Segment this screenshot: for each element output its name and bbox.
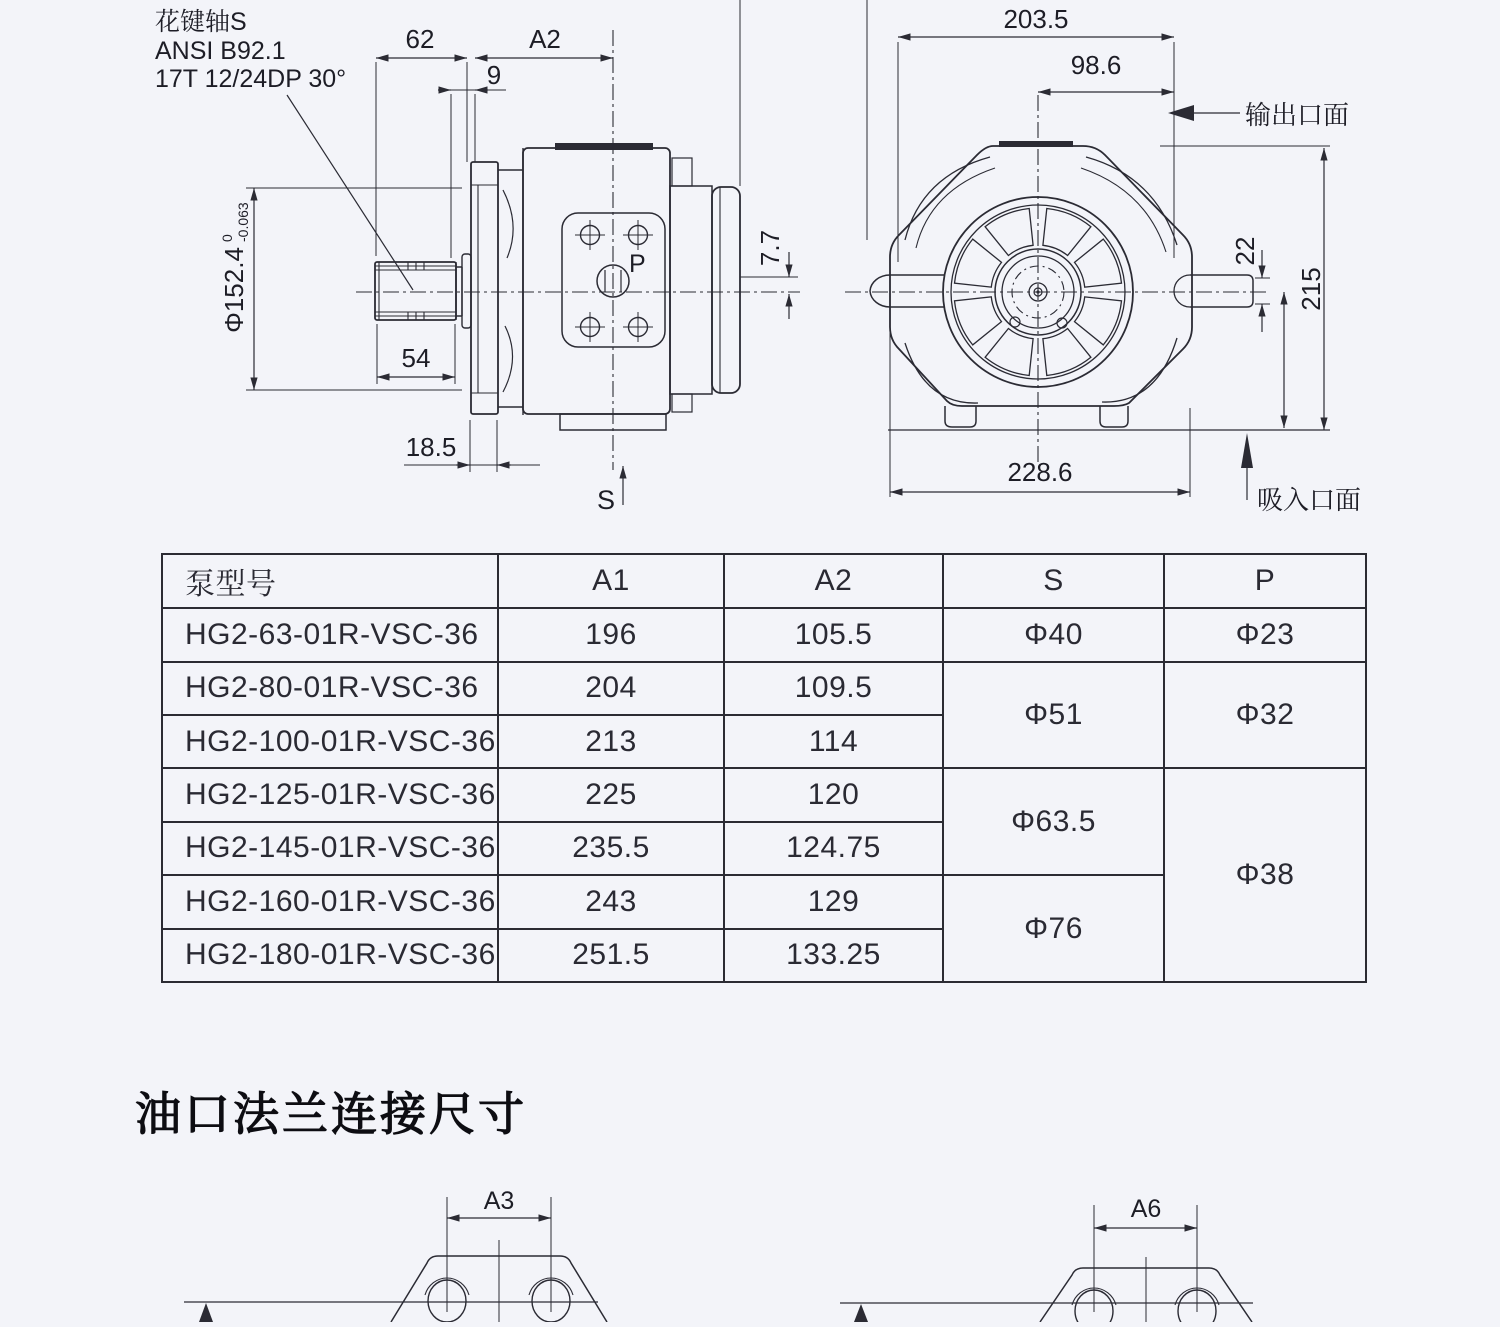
cell-model: HG2-125-01R-VSC-36 bbox=[162, 768, 498, 821]
spline-note-line3: 17T 12/24DP 30° bbox=[155, 65, 347, 93]
col-header-p: P bbox=[1164, 554, 1366, 608]
cell-s: Φ51 bbox=[943, 662, 1164, 769]
cell-s: Φ76 bbox=[943, 875, 1164, 982]
cell-a1: 235.5 bbox=[498, 822, 724, 875]
dim-98-6: 98.6 bbox=[1070, 50, 1122, 80]
outlet-face-label: 输出口面 bbox=[1245, 100, 1350, 130]
side-view-geometry bbox=[375, 143, 740, 430]
pump-spec-table bbox=[161, 553, 1367, 983]
dim-shaft-tol-upper: 0 bbox=[219, 234, 235, 242]
cell-p: Φ38 bbox=[1164, 768, 1366, 982]
dim-7-7: 7.7 bbox=[755, 229, 785, 267]
front-view-labels bbox=[1003, 4, 1361, 515]
inlet-face-label: 吸入口面 bbox=[1257, 485, 1362, 515]
dim-a6: A6 bbox=[1130, 1195, 1162, 1223]
dim-18-5: 18.5 bbox=[405, 432, 457, 462]
dim-62: 62 bbox=[405, 24, 435, 54]
cell-model: HG2-180-01R-VSC-36 bbox=[162, 929, 498, 982]
dim-a2: A2 bbox=[529, 24, 561, 54]
cell-p: Φ32 bbox=[1164, 662, 1366, 769]
cell-a1: 204 bbox=[498, 662, 724, 715]
spline-note-line2: ANSI B92.1 bbox=[155, 37, 286, 65]
col-header-s: S bbox=[943, 554, 1164, 608]
cell-a2: 109.5 bbox=[724, 662, 943, 715]
dim-shaft-diameter: Φ152.4 bbox=[219, 247, 249, 333]
cell-a1: 225 bbox=[498, 768, 724, 821]
cell-model: HG2-160-01R-VSC-36 bbox=[162, 875, 498, 928]
cell-s: Φ63.5 bbox=[943, 768, 1164, 875]
flange-labels bbox=[484, 1187, 1162, 1223]
col-header-model: 泵型号 bbox=[162, 554, 498, 608]
table-header-row bbox=[162, 554, 1366, 608]
section-title: 油口法兰连接尺寸 bbox=[135, 1088, 527, 1140]
cell-a2: 133.25 bbox=[724, 929, 943, 982]
col-header-a2: A2 bbox=[724, 554, 943, 608]
cell-a1: 251.5 bbox=[498, 929, 724, 982]
dim-203-5: 203.5 bbox=[1003, 4, 1069, 34]
dim-9: 9 bbox=[486, 60, 502, 90]
cell-model: HG2-63-01R-VSC-36 bbox=[162, 608, 498, 661]
cell-a2: 120 bbox=[724, 768, 943, 821]
col-header-a1: A1 bbox=[498, 554, 724, 608]
cell-a2: 114 bbox=[724, 715, 943, 768]
cell-a1: 243 bbox=[498, 875, 724, 928]
dim-228-6: 228.6 bbox=[1007, 457, 1073, 487]
side-view-centerlines bbox=[356, 30, 800, 470]
table-row bbox=[162, 768, 1366, 821]
dim-22: 22 bbox=[1230, 236, 1260, 266]
cell-a2: 105.5 bbox=[724, 608, 943, 661]
cell-a1: 213 bbox=[498, 715, 724, 768]
front-view-centerlines bbox=[845, 95, 1268, 465]
cell-model: HG2-100-01R-VSC-36 bbox=[162, 715, 498, 768]
front-view-geometry bbox=[870, 141, 1253, 427]
cell-model: HG2-145-01R-VSC-36 bbox=[162, 822, 498, 875]
port-p-label: P bbox=[629, 250, 646, 278]
flange-right-view bbox=[840, 1205, 1253, 1322]
dim-shaft-tol-lower: -0.063 bbox=[235, 202, 251, 242]
cell-a2: 124.75 bbox=[724, 822, 943, 875]
cell-a1: 196 bbox=[498, 608, 724, 661]
dim-a3: A3 bbox=[483, 1187, 515, 1215]
cell-model: HG2-80-01R-VSC-36 bbox=[162, 662, 498, 715]
flange-left-view bbox=[184, 1197, 607, 1322]
spline-note-line1: 花键轴S bbox=[155, 8, 247, 36]
cell-p: Φ23 bbox=[1164, 608, 1366, 661]
port-s-label: S bbox=[597, 485, 616, 515]
dim-54: 54 bbox=[401, 343, 431, 373]
table-row bbox=[162, 662, 1366, 715]
cell-s: Φ40 bbox=[943, 608, 1164, 661]
dim-215: 215 bbox=[1296, 267, 1326, 311]
cell-a2: 129 bbox=[724, 875, 943, 928]
table-row bbox=[162, 608, 1366, 661]
